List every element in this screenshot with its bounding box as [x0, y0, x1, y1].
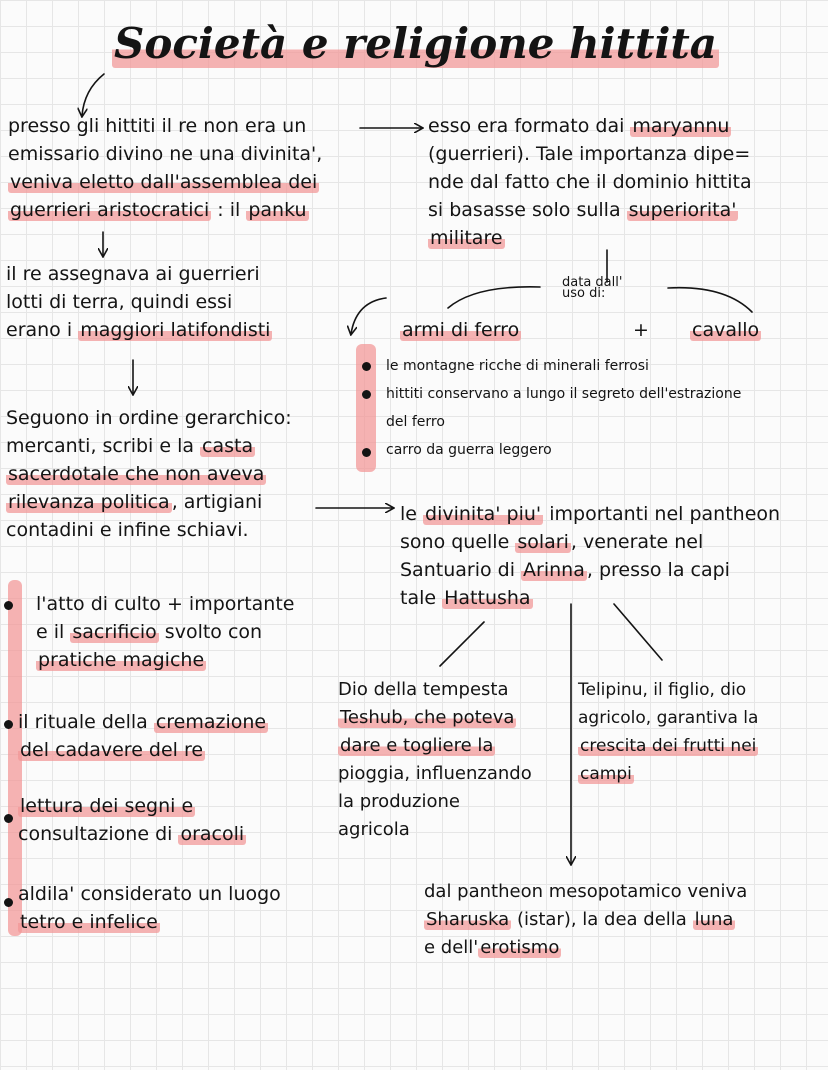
land-lots-note: il re assegnava ai guerrieri lotti di terra, quindi essi erano i maggiori latifondisti — [6, 263, 271, 341]
line-to-telipinu — [614, 604, 662, 660]
divinities-note: le divinita' piu' importanti nel pantheon sono quelle solari , venerate nel Santuario di Arinna , presso la capi tale Hattusha — [400, 503, 781, 609]
weapons-label: data dall' uso di: — [562, 275, 623, 301]
line-to-storm-god — [440, 622, 484, 666]
king-election-note: presso gli hittiti il re non era un emissario divino ne una divinita', veniva eletto dall'assemblea dei guerrieri aristocratici : il panku — [8, 115, 323, 221]
weapons-armi: armi di ferro — [402, 319, 520, 341]
weapons-bullet-list: le montagne ricche di minerali ferrosi hittiti conservano a lungo il segreto dell'estrazione del ferro carro da guerra leggero — [386, 358, 742, 458]
bullet-dot — [362, 448, 371, 457]
telipinu-note: Telipinu, il figlio, dio agricolo, garantiva la crescita dei frutti nei campi — [578, 680, 759, 784]
weapons-cavallo: cavallo — [692, 319, 760, 341]
bullet-dot — [4, 601, 13, 610]
storm-god-note: Dio della tempesta Teshub, che poteva dare e togliere la pioggia, influenzando la produzione agricola — [338, 679, 532, 840]
hierarchy-note: Seguono in ordine gerarchico: mercanti, scribi e la casta sacerdotale che non aveva rilevanza politica , artigiani contadini e infine schiavi. — [6, 407, 292, 541]
worship-item-sacrifice: l'atto di culto + importante e il sacrificio svolto con pratiche magiche — [36, 593, 295, 671]
worship-item-oracles: lettura dei segni e consultazione di oracoli — [18, 795, 245, 845]
worship-item-cremation: il rituale della cremazione del cadavere del re — [18, 711, 267, 761]
curve-to-armi — [448, 287, 540, 308]
mesopotamia-note: dal pantheon mesopotamico veniva Sharuska (istar), la dea della luna e dell' erotismo — [424, 881, 748, 958]
arrow-title-to-intro — [82, 74, 104, 116]
bullet-dot — [4, 898, 13, 907]
bullet-dot — [4, 814, 13, 823]
maryannu-note: esso era formato dai maryannu (guerrieri). Tale importanza dipe= nde dal fatto che il dominio hittita si basasse solo sulla superiorita' militare — [428, 115, 752, 249]
arrow-to-weapons-list — [351, 298, 386, 334]
worship-item-afterlife: aldila' considerato un luogo tetro e infelice — [18, 883, 281, 933]
bullet-dot — [362, 390, 371, 399]
bullet-dot — [362, 362, 371, 371]
page-title: Società e religione hittita — [114, 19, 718, 68]
weapons-plus: + — [633, 319, 649, 341]
curve-to-cavallo — [668, 288, 752, 312]
bullet-dot — [4, 720, 13, 729]
